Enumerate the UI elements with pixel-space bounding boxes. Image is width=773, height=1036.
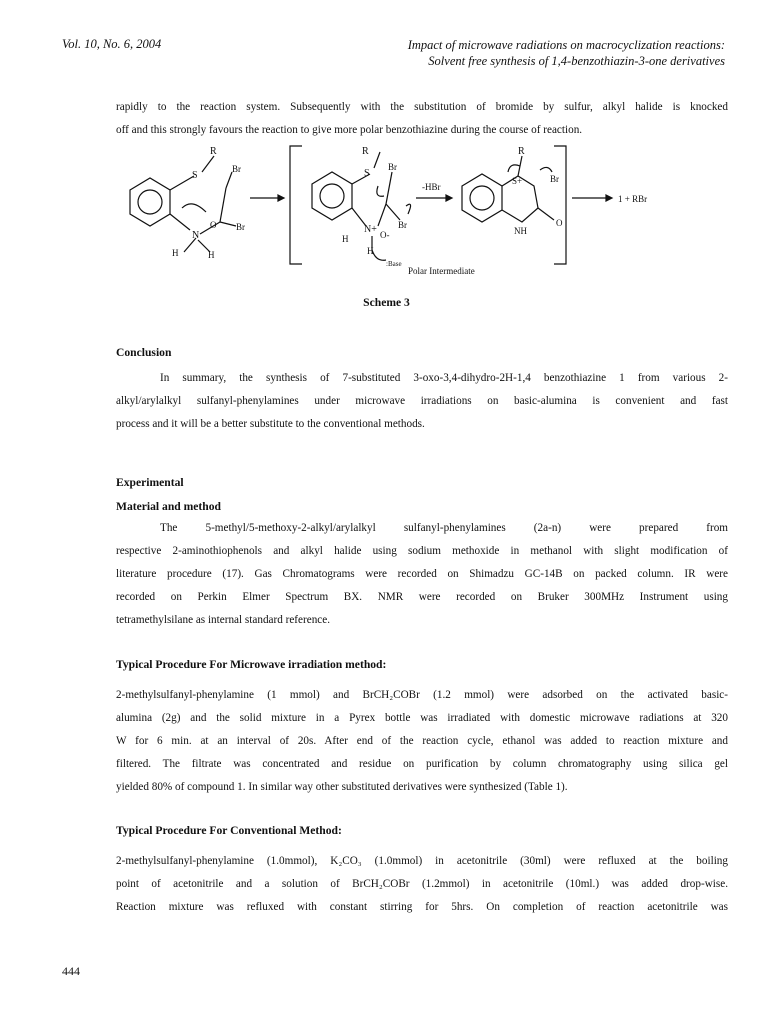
- reactant-s-label: S: [192, 170, 198, 181]
- conclusion-heading: Conclusion: [116, 346, 172, 359]
- microwave-line: alumina (2g) and the solid mixture in a Pyrex bottle was irradiated with domestic microwave radiations at 320: [116, 712, 728, 724]
- microwave-line: yielded 80% of compound 1. In similar way other substituted derivatives were synthesized (Table 1).: [116, 781, 568, 793]
- left-bracket: [290, 146, 302, 264]
- polar-intermediate-label: Polar Intermediate: [408, 266, 475, 276]
- microwave-line: W for 6 min. at an interval of 20s. After end of the reaction cycle, ethanol was added to reaction mixture and: [116, 735, 728, 747]
- intermediate-br-label: Br: [388, 162, 397, 172]
- electron-arrow: [508, 165, 520, 172]
- reactant-h-label: H: [172, 248, 179, 258]
- conventional-line: point of acetonitrile and a solution of BrCH₂COBr (1.2mmol) in acetonitrile (10ml.) was added drop-wise.: [116, 878, 728, 890]
- reactant-o-label: O: [210, 220, 217, 230]
- electron-arrow: [406, 204, 411, 214]
- header-title-line2: Solvent free synthesis of 1,4-benzothiazin-3-one derivatives: [428, 54, 725, 68]
- aromatic-circle: [138, 190, 162, 214]
- reactant-br-label: Br: [232, 164, 241, 174]
- benzene-ring: [462, 174, 502, 222]
- conclusion-line: In summary, the synthesis of 7-substituted 3-oxo-3,4-dihydro-2H-1,4 benzothiazine 1 from various 2-: [160, 372, 728, 384]
- reactant-n-label: N: [192, 230, 200, 241]
- reactant-molecule: [130, 146, 245, 260]
- material-line: literature procedure (17). Gas Chromatograms were recorded on Shimadzu GC-14B on packed column. IR were: [116, 568, 728, 580]
- cyclic-s-label: S+: [512, 176, 523, 186]
- arrowhead: [446, 195, 452, 201]
- running-header-title: [305, 37, 725, 69]
- cyclic-intermediate: [462, 146, 566, 264]
- material-method-paragraph: [116, 517, 728, 632]
- benzene-ring: [130, 178, 170, 226]
- material-method-heading: Material and method: [116, 500, 221, 513]
- intermediate-h-label: H: [367, 246, 374, 256]
- cyclic-o-label: O: [556, 218, 563, 228]
- conclusion-line: alkyl/arylalkyl sulfanyl-phenylamines under microwave irradiations on basic-alumina is convenient and fast: [116, 395, 728, 407]
- hbr-label: -HBr: [422, 182, 441, 192]
- right-bracket: [554, 146, 566, 264]
- aromatic-circle: [320, 184, 344, 208]
- cyclic-nh-label: NH: [514, 226, 527, 236]
- conclusion-paragraph: [116, 367, 728, 436]
- conclusion-line: process and it will be a better substitute to the conventional methods.: [116, 418, 425, 430]
- intermediate-o-label: O-: [380, 230, 390, 240]
- electron-arrow: [540, 167, 552, 172]
- reaction-scheme: [110, 142, 710, 287]
- experimental-heading: Experimental: [116, 476, 184, 489]
- header-title-line1: Impact of microwave radiations on macrocyclization reactions:: [407, 38, 725, 52]
- intermediate-molecule: [290, 146, 475, 276]
- page-number: 444: [62, 964, 80, 978]
- material-line: The 5-methyl/5-methoxy-2-alkyl/arylalkyl sulfanyl-phenylamines (2a-n) were prepared from: [160, 522, 728, 534]
- conventional-method-heading: Typical Procedure For Conventional Method:: [116, 824, 342, 837]
- intermediate-br-label: Br: [398, 220, 407, 230]
- intermediate-r-label: R: [362, 146, 369, 157]
- microwave-method-heading: Typical Procedure For Microwave irradiation method:: [116, 658, 387, 671]
- arrowhead: [278, 195, 284, 201]
- reactant-r-label: R: [210, 146, 217, 157]
- intro-paragraph: [116, 96, 728, 142]
- intro-line: rapidly to the reaction system. Subsequently with the substitution of bromide by sulfur, alkyl halide is knocked: [116, 101, 728, 113]
- electron-arrow: [372, 250, 386, 260]
- electron-arrow: [182, 204, 206, 212]
- material-line: recorded on Perkin Elmer Spectrum BX. NMR were recorded on Bruker 300MHz Instrument using: [116, 591, 728, 603]
- conventional-line: Reaction mixture was refluxed with constant stirring for 5hrs. On completion of reaction acetonitrile was: [116, 901, 728, 913]
- conventional-method-paragraph: [116, 850, 728, 919]
- aromatic-circle: [470, 186, 494, 210]
- microwave-line: 2-methylsulfanyl-phenylamine (1 mmol) and BrCH₂COBr (1.2 mmol) were adsorbed on the activated basic-: [116, 689, 728, 701]
- material-line: tetramethylsilane as internal standard reference.: [116, 614, 331, 626]
- electron-arrow: [377, 186, 384, 196]
- product-label: 1 + RBr: [618, 194, 648, 204]
- intermediate-n-label: N+: [364, 224, 377, 235]
- reactant-h-label: H: [208, 250, 215, 260]
- intermediate-h-label: H: [342, 234, 349, 244]
- benzene-ring: [312, 172, 352, 220]
- base-label: :Base: [386, 260, 402, 268]
- intermediate-s-label: S: [364, 168, 370, 179]
- cyclic-br-label: Br: [550, 174, 559, 184]
- running-header-volume: Vol. 10, No. 6, 2004: [62, 37, 162, 51]
- material-line: respective 2-aminothiophenols and alkyl halide using sodium methoxide in methanol with slight modification of: [116, 545, 728, 557]
- intro-line: off and this strongly favours the reaction to give more polar benzothiazine during the course of reaction.: [116, 124, 583, 136]
- reactant-br-label: Br: [236, 222, 245, 232]
- scheme-caption: Scheme 3: [363, 296, 410, 309]
- arrowhead: [606, 195, 612, 201]
- conventional-line: 2-methylsulfanyl-phenylamine (1.0mmol), K₂CO₃ (1.0mmol) in acetonitrile (30ml) were refluxed at the boiling: [116, 855, 728, 867]
- microwave-method-paragraph: [116, 684, 728, 799]
- cyclic-r-label: R: [518, 146, 525, 157]
- microwave-line: filtered. The filtrate was concentrated and residue on purification by column chromatography using silica gel: [116, 758, 728, 770]
